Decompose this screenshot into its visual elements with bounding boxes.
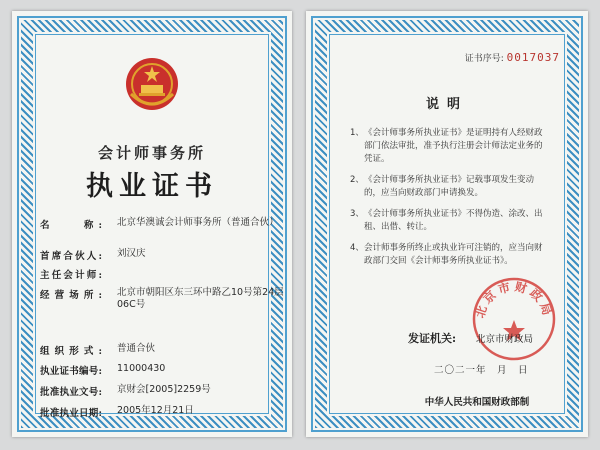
field-value: 2005年12月21日 bbox=[117, 405, 194, 416]
note-item bbox=[350, 174, 550, 200]
note-text: 《会计师事务所执业证书》记载事项发生变动的，应当向财政部门申请换发。 bbox=[364, 175, 535, 198]
note-item bbox=[350, 242, 550, 268]
issuer-name: 北京市财政局 bbox=[476, 334, 534, 345]
field-value: 北京华澳诚会计师事务所（普通合伙） bbox=[117, 217, 279, 228]
field-label: 批准执业日期: bbox=[40, 408, 102, 419]
field-value: 北京市朝阳区东三环中路乙10号第24层06C号 bbox=[117, 287, 284, 310]
serial-value: 0017037 bbox=[506, 51, 560, 64]
svg-text:北京市财政局 bbox=[473, 278, 556, 319]
field-label: 执业证书编号: bbox=[40, 366, 102, 377]
field-value: 普通合伙 bbox=[117, 343, 156, 354]
issuer-label: 发证机关: bbox=[408, 332, 457, 345]
notes-list bbox=[350, 127, 550, 276]
field-label: 主任会计师: bbox=[40, 270, 102, 281]
note-item bbox=[350, 208, 550, 234]
certificate-title: 执业证书 bbox=[86, 171, 218, 202]
seal-text: 北京市财政局 bbox=[472, 279, 556, 320]
ministry-footer: 中华人民共和国财政部制 bbox=[424, 397, 530, 408]
note-text: 会计师事务所终止或执业许可注销的，应当向财政部门交回《会计师事务所执业证书》。 bbox=[364, 243, 543, 266]
note-text: 《会计师事务所执业证书》不得伪造、涂改、出租、出借、转让。 bbox=[364, 209, 543, 232]
field-value: 刘汉庆 bbox=[117, 248, 146, 259]
official-seal-icon bbox=[471, 276, 557, 362]
note-item bbox=[350, 127, 550, 166]
firm-type-heading: 会计师事务所 bbox=[97, 144, 206, 162]
note-number: 4、 bbox=[350, 243, 364, 253]
note-number: 2、 bbox=[350, 175, 364, 185]
issue-date: 二〇二一年 月 日 bbox=[434, 365, 529, 376]
national-emblem-icon bbox=[123, 56, 181, 114]
field-label: 批准执业文号: bbox=[40, 387, 102, 398]
field-value: 11000430 bbox=[117, 363, 166, 374]
field-label: 经营场所: bbox=[40, 290, 102, 301]
note-text: 《会计师事务所执业证书》是证明持有人经财政部门依法审批，准予执行注册会计师法定业务的凭证。 bbox=[364, 128, 543, 164]
notes-title: 说明 bbox=[425, 97, 468, 112]
field-label: 名 称: bbox=[40, 220, 102, 231]
field-label: 组织形式: bbox=[40, 346, 102, 357]
field-label: 首席合伙人: bbox=[40, 251, 102, 262]
certificate-left-page bbox=[12, 11, 292, 437]
note-number: 3、 bbox=[350, 209, 364, 219]
serial-label: 证书序号: bbox=[464, 54, 504, 64]
note-number: 1、 bbox=[350, 128, 364, 138]
field-value: 京财会[2005]2259号 bbox=[117, 384, 211, 395]
serial-number bbox=[465, 51, 560, 64]
certificate-right-page bbox=[306, 11, 588, 437]
